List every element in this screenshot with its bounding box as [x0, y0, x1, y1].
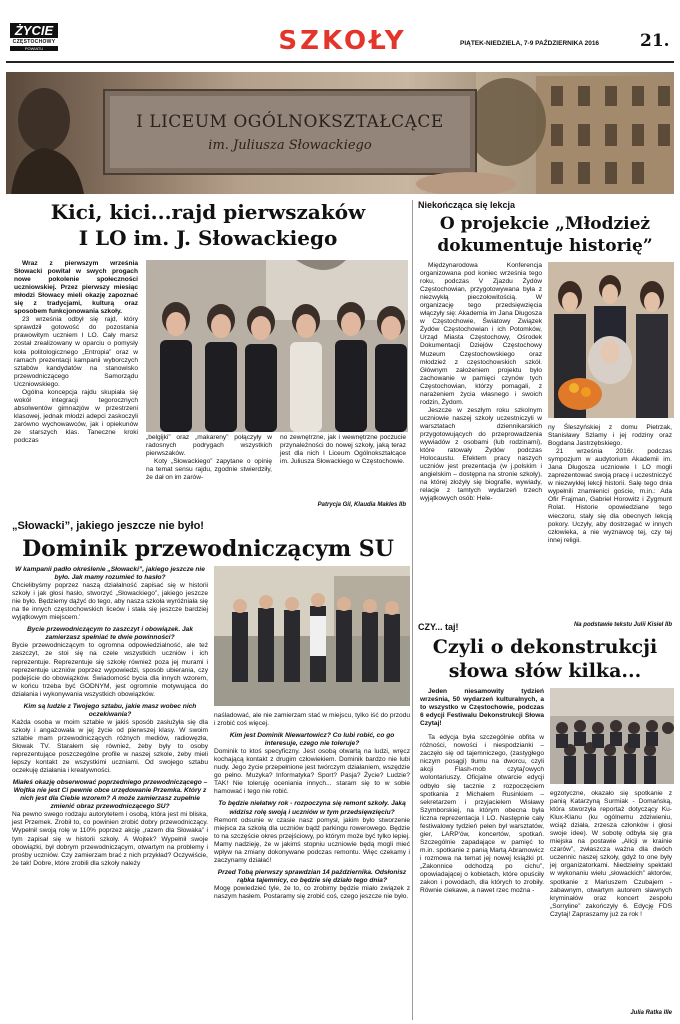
- rajd-column-2-text: „belgijki” oraz „makareny” połączyły w radosnych podrygach wszystkich pierwszaków.: [146, 434, 272, 458]
- dominik-q6: To będzie niełatwy rok - rozpoczyna się remont szkoły. Jaką widzisz rolę swoją i uczniów w tym przedsięwzięciu?: [218, 800, 406, 816]
- holocaust-kicker: Niekończąca się lekcja: [418, 200, 516, 210]
- photo-rajd-students: [146, 260, 408, 432]
- photo-holocaust-project: [548, 262, 674, 418]
- dominik-column-1: [12, 566, 208, 868]
- dominik-kicker: „Słowacki”, jakiego jeszcze nie było!: [12, 520, 204, 532]
- rajd-paragraph-1: 23 września odbył się rajd, który sprawdził gotowość do pozostania prawowitym uczniem I LO. Cały marsz został zrealizowany w oparciu o pomysły koła politologicznego „Entropia” oraz w ramach prezentacji kampanii wyborczych sztabów kandydatów na stanowisko przewodniczącego Samorządu Uczniowskiego.: [14, 316, 138, 388]
- festival-column-2: [550, 790, 672, 919]
- holocaust-column-2: [548, 424, 672, 545]
- dominik-a6: Remont odsunie w czasie nasz pomysł, jakim było stworzenie miejsca za szkołą dla uczniów bądź parkingu rowerowego. Będzie to na szczęście okres przejściowy, po którym może być tylko lepiej. Mamy nadzieję, że w jakimś stopniu uczniowie będą mogli mieć wpływ na zmiany dokonywane podczas remontu. Więc czekamy i zaczynamy działać!: [214, 816, 410, 864]
- holocaust-paragraph-1: Międzynarodowa Konferencja organizowana pod koniec września tego roku, podczas V Zjazdu Żydów Częstochowian, przygotowywana była z niezwykłą pieczołowitością. W organizację tego przedsięwzięcia włączyły się: Akademia im Jana Długosza w Częstochowie, Światowy Związek Żydów Częstochowian i ich Potomków, Urząd Miasta Częstochowy, Ośrodek Dokumentacji Dziejów Częstochowy Muzeum Częstochowskiego oraz młodzież z częstochowskich szkół. Głównym założeniem projektu było zachowanie w pamięci czynów tych Częstochowian, którzy pomagali, z narażeniem życia własnego i swoich rodzin, Żydom.: [420, 262, 542, 406]
- festival-kicker: CZY... taj!: [418, 622, 459, 632]
- headline-festival-line1: Czyli o dekonstrukcji: [432, 636, 658, 658]
- holocaust-project-illustration: [548, 262, 674, 418]
- festival-lead: Jeden niesamowity tydzień września, 50 wydarzeń kulturalnych, a to wszystko w Częstochowie, podczas 6 edycji Festiwalu Dekonstrukcji Słowa Czytaj!: [420, 688, 544, 728]
- dominik-q1: W kampanii padło określenie „Słowacki”, jakiego jeszcze nie było. Jak mamy rozumieć to hasło?: [15, 566, 205, 582]
- photo-dominik-team: [214, 566, 410, 706]
- plaque-line1: I LICEUM OGÓLNOKSZTAŁCĄCE: [136, 112, 444, 132]
- holocaust-column-1: [420, 262, 542, 503]
- dominik-q4: Miałeś okazję obserwować poprzedniego przewodniczącego – Wojtka nie jest Ci pewnie obce urzędowanie Przemka. Który z nich jest dla Ciebie wzorem? A może zamierzasz zupełnie zmienić obraz przewodniczącego SU?: [12, 779, 208, 811]
- dominik-q5: Kim jest Dominik Niewartowicz? Co lubi robić, co go interesuje, czego nie toleruje?: [229, 732, 395, 748]
- holocaust-paragraph-2: Jeszcze w zeszłym roku szkolnym uczniowie naszej szkoły uczestniczyli w warsztatach dziennikarskich przygotowujących do przeprowadzenia wywiadów z osobami (lub rodzinami), które ratowały Żydów podczas Holocaustu. Efektem pracy naszych uczniów jest prezentacja (w j.polskim i angielskim – dostępna na stronie szkoły), na której złożyły się biografie, wywiady, relacje z tamtych wydarzeń trzech wyjątkowych osób: Hele-: [420, 406, 542, 503]
- rajd-column-1: [14, 260, 138, 445]
- article-festival: [416, 620, 674, 1022]
- rajd-byline: Patrycja Gil, Klaudia Makles IIb: [317, 502, 406, 508]
- holocaust-paragraph-4: 21 września 2016r. podczas sympozjum w audytorium Akademii im. Jana Długosza uczniowie I LO mogli zaprezentować swoją pracę i uczestniczyć w niezwykłej lekcji historii. Salę tego dnia wypełnili znamienici goście, m.in.: Ada Ofir Frajman, Gabriel Horowitz i Zygmunt Rolat. Historie opowiedziane tego wieczoru, stały się dla obecnych lekcją pokory. Uczyły, aby dostrzegać w innych człowieka, a nie wyznawcę tej, czy tej innej religii.: [548, 448, 672, 544]
- page-number: 21.: [640, 31, 670, 51]
- dominik-q3: Kim są ludzie z Twojego sztabu, jakie masz wobec nich oczekiwania?: [23, 702, 197, 718]
- rajd-column-2-text-b: Koty „Słowackiego” zapytane o opinię na temat sensu rajdu, zgodnie stwierdziły, że dał on im zarów-: [146, 458, 272, 482]
- column-divider: [412, 200, 413, 1020]
- rajd-paragraph-2: Ogólna koncepcja rajdu skupiała się wokół integracji tegorocznych absolwentów gimnazjów w przestrzeni klasowej, jednak młodzi adepci zaskoczyli zarówno wychowawców, jak i opiekunów ze starszych klas. Taneczne kroki podczas: [14, 388, 138, 445]
- dominik-a4: Na pewno swego rodzaju autorytetem i osobą, która jest mi bliska, jest Przemek. Zrobił to, co powinien zrobić dobry przewodniczący. Wypełnił swoją rolę w 110% poprzez akcję „razem dla Słowaka” i tym zapisał się w historii szkoły. A Wojtek? Wypełnił swoje obowiązki, był dobrym przewodniczącym, otwartym na problemy i prośby uczniów. Czy zamierzam brać z nich przykład? Oczywiście, że tak! Dobre, które zrobili dla szkoły należy: [12, 811, 208, 867]
- holocaust-paragraph-3: ny Śleszyńskiej z domu Pietrzak, Stanisławy Szlamy i jej rodziny oraz Bogdana Jastrzębskiego.: [548, 424, 672, 448]
- headline-festival-line2: słowa słów kilka...: [448, 660, 642, 682]
- holocaust-byline: Na podstawie tekstu Julii Kisiel IIb: [573, 622, 672, 628]
- article-dominik: [6, 520, 410, 1020]
- rajd-lead: Wraz z pierwszym września Słowacki powitał w swych progach nowe pokolenie społeczności uczniowskiej. Przez pierwszy miesiąc młodzi Słowacy mieli okazję zapoznać się z tradycjami, kulturą oraz sposobem funkcjonowania szkoły.: [14, 260, 138, 316]
- photo-festival-group: [550, 688, 674, 784]
- festival-column-1: [420, 688, 544, 895]
- section-title: SZKOŁY: [278, 26, 407, 56]
- article-rajd: [6, 198, 410, 518]
- festival-group-illustration: [550, 688, 674, 784]
- plaque-line2: im. Juliusza Słowackiego: [208, 138, 372, 153]
- photo-school-facade: [6, 72, 674, 194]
- festival-paragraph-2: egzotyczne, okazało się spotkanie z panią Katarzyną Surmiak - Domańską, która stworzyła reportaż dotyczący Ku-Klux-Klanu (ku ogólnemu zdziwieniu, wciąż działa, zrzesza członków i głosi swoje idee). W sobotę odbyła się gra miejska na postawie „Alicji w krainie czarów”, zwłaszcza ważna dla dwóch uczennic naszej szkoły, gdyż to one były jej organizatorkami. Niedzielny spektakl w wykonaniu wielu „słowackich” aktorów, spotkanie z Mariuszem Czubajem - zabawnym, otwartym autorem sławnych kryminałów oraz koncert zespołu „Sorryline” zakończyły 6. Edycję FDS Czytaj! Zapraszamy już za rok !: [550, 790, 672, 918]
- rajd-column-3: [280, 434, 406, 466]
- article-holocaust-project: [416, 198, 674, 638]
- masthead: [0, 0, 680, 64]
- rajd-column-3-text: no zewnętrzne, jak i wewnętrzne poczucie przynależności do nowej szkoły, jaką teraz jest dla nich I Liceum Ogólnokształcące im. Juliusza Słowackiego w Częstochowie.: [280, 434, 406, 466]
- headline-dominik: Dominik przewodniczącym SU: [22, 536, 394, 562]
- festival-byline: Julia Ratka IIIe: [630, 1010, 672, 1016]
- dominik-a7: Mogę powiedzieć tyle, że to, co zrobimy będzie miało związek z naszym hasłem. Postaramy się zrobić coś, czego jeszcze nie było.: [214, 884, 410, 900]
- headline-rajd-line1: Kici, kici...rajd pierwszaków: [50, 200, 366, 224]
- dominik-a3: Każda osoba w moim sztabie w jakiś sposób zasłużyła się dla szkoły i angażowała w jej życie od pierwszej klasy. W swoim sztabie mam przewodniczących różnych mediów, radiowęzła, Słowak TV. Starałem się również, żeby były to osoby reprezentujące poszczególne profile w naszej szkole, żeby mieli lepszy kontakt ze wszystkimi uczniami. Od swojego sztabu oczekuję działania i kreatywności.: [12, 718, 208, 775]
- logo-subtitle: CZĘSTOCHOWY: [12, 39, 56, 45]
- dominik-a1: Chcielibyśmy poprzez naszą działalność zapisać się w historii szkoły i jak głosi hasło, stworzyć „Słowackiego”, jakiego jeszcze nie było. Będziemy dążyć do tego, aby nasza szkoła wyróżniała się na tle innych częstochowskich liceów i stała się jeszcze bardziej wyjątkowym miejscem.’: [12, 582, 208, 622]
- facade-illustration: [6, 72, 674, 194]
- issue-date: PIĄTEK-NIEDZIELA, 7-9 PAŹDZIERNIKA 2016: [460, 40, 600, 47]
- logo-region: POWIATU: [10, 46, 58, 51]
- headline-rajd-line2: I LO im. J. Słowackiego: [78, 226, 338, 250]
- headline-holocaust-line1: O projekcie „Młodzież: [439, 214, 651, 234]
- rajd-column-2: [146, 434, 272, 482]
- rajd-students-illustration: [146, 260, 408, 432]
- dominik-a5: Dominik to ktoś specyficzny. Jest osobą otwartą na ludzi, wręcz kochającą kontakt z drugim człowiekiem. Dominik bardzo nie lubi nudy. Jego życie przepełnione jest twórczym działaniem, wszędzie go pełno. Muzyka? Informatyka? Sport? Pasja? Życie? Ludzie? TAK! Nie toleruję oceniania innych... staram się to w sobie hamować i tego nie robić.: [214, 748, 410, 796]
- festival-paragraph-1: Ta edycja była szczególnie obfita w różności, nowości i niespodzianki – zaczęło się od tajemniczego, (zastygłego niczym posągi) tłumu na dworcu, czyli akcji Flash-mob czytaj'owych wolontariuszy. Oficjalne otwarcie edycji odbyło się tacznie z rozpoczęciem spotkania z Michałem Rusinkiem – sekretarzem i przyjacielem Wisławy Szymborskiej, na którym obecna była liczna reprezentacja I LO. Następnie cały festiwalowy tydzień pełen był warsztatów, gier, LARP'ów, koncertów, spotkań. Szczególnie zapadające w pamięć to m.in. spotkanie z panią Martą Abramowicz i rozmowa na temat jej nowej książki pt. „Zakonnice odchodzą po cichu”, opowiadającej o kobietach, które opuściły zakon i powodach, dla których to zrobiły. Równie ciekawe, a nawet rzec można -: [420, 734, 544, 895]
- dominik-team-illustration: [214, 566, 410, 706]
- dominik-q7: Przed Tobą pierwszy sprawdzian 14 października. Odsłonisz rąbka tajemnicy, co będzie się działo tego dnia?: [217, 868, 407, 884]
- logo-title: ŻYCIE: [10, 23, 58, 38]
- dominik-q2: Bycie przewodniczącym to zaszczyt i obowiązek. Jak zamierzasz spełniać te dwie powinności?: [26, 626, 193, 642]
- dominik-c2a: naśladować, ale nie zamierzam stać w miejscu, tylko iść do przodu i zrobić coś więcej.: [214, 712, 410, 728]
- dominik-a2: Bycie przewodniczącym to ogromna odpowiedzialność, ale też zaszczyt, ze stoi się na czele wszystkich uczniów i ich reprezentuje. Reprezentuje się szkołę również poza jej murami i reprezentuje uczniów poprzez wypowiedzi, sposób ubierania, czy podejście do obowiązków. Świadomość bycia dla innych wzorem, w końcu trzeba być GODNYM, jest ogromnie motywująca do działania i wykonywania wszystkich obowiązków.: [12, 642, 208, 698]
- masthead-rule: [6, 61, 674, 63]
- dominik-column-2: [214, 712, 410, 901]
- headline-holocaust-line2: dokumentuje historię”: [437, 236, 653, 256]
- newspaper-logo[interactable]: [10, 23, 58, 57]
